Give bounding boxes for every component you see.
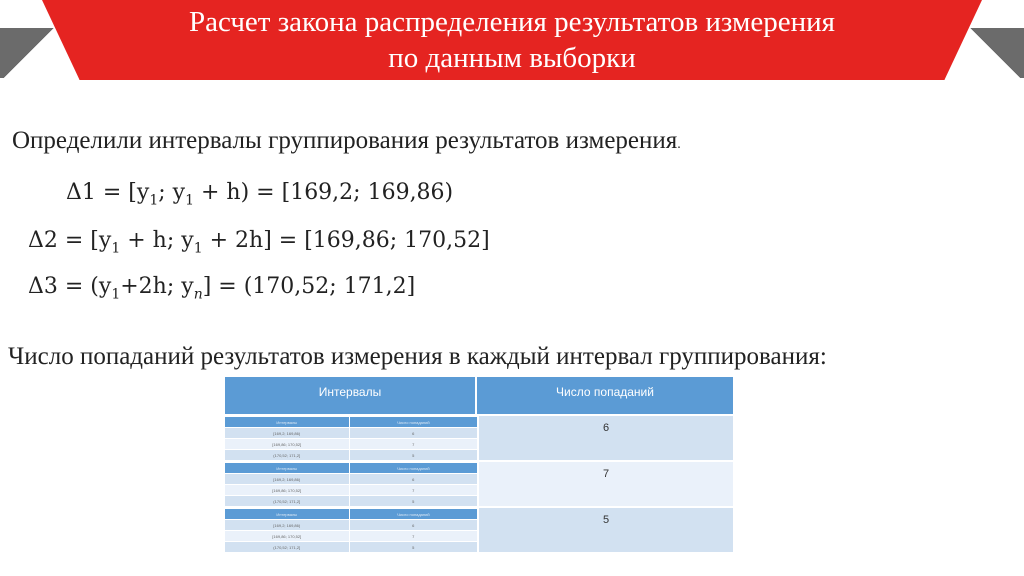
mini-cell: [169,2; 169,86) [225, 474, 350, 484]
mini-cell: [169,86; 170,52] [225, 439, 350, 449]
slide-title [90, 4, 934, 76]
hits-value: 6 [479, 416, 733, 460]
table-row [225, 414, 733, 460]
mini-cell: [169,2; 169,86) [225, 428, 350, 438]
mini-cell: (170,52; 171,2] [225, 450, 350, 460]
table-row [225, 506, 733, 552]
mini-row [225, 519, 477, 530]
nested-mini-table [225, 508, 479, 552]
mini-header-cell: Интервалы [225, 509, 350, 519]
mini-row [225, 438, 477, 449]
mini-header-cell: Число попаданий [396, 511, 430, 517]
mini-cell: 6 [412, 476, 415, 482]
eq3-sub1: 1 [111, 286, 121, 303]
table-header [225, 377, 733, 414]
mini-row [225, 495, 477, 506]
mini-cell: 7 [412, 533, 415, 539]
intro-text: Определили интервалы группирования результатов измерения [12, 127, 678, 154]
mini-row [225, 473, 477, 484]
intro-dot: . [677, 137, 681, 152]
mini-cell: 7 [412, 441, 415, 447]
intro-text-block [12, 127, 681, 155]
mini-cell: [169,86; 170,52] [225, 531, 350, 541]
eq2-pre: Δ2 = [y [28, 228, 112, 253]
mini-header-cell: Число попаданий [396, 465, 430, 471]
eq1-sub1: 1 [149, 192, 159, 209]
eq3-pre: Δ3 = (y [28, 274, 112, 299]
header-hits: Число попаданий [556, 384, 654, 399]
hits-text: Число попаданий результатов измерения в каждый интервал группирования: [8, 343, 827, 370]
mini-cell: 7 [412, 487, 415, 493]
eq3-sub2: n [193, 286, 203, 303]
mini-header [225, 508, 477, 519]
eq2-mid: + h; y [120, 228, 194, 253]
mini-row [225, 449, 477, 460]
nested-mini-table [225, 416, 479, 460]
equation-3 [28, 274, 415, 302]
mini-cell: 5 [412, 498, 415, 504]
mini-cell: 5 [412, 544, 415, 550]
eq3-mid: +2h; y [120, 274, 194, 299]
hits-value: 5 [479, 508, 733, 552]
eq1-mid: ; y [158, 180, 186, 205]
mini-cell: [169,2; 169,86) [225, 520, 350, 530]
mini-row [225, 541, 477, 552]
eq1-pre: Δ1 = [y [66, 180, 150, 205]
mini-cell: (170,52; 171,2] [225, 542, 350, 552]
eq1-sub2: 1 [185, 192, 195, 209]
equation-1 [66, 180, 453, 208]
mini-cell: 6 [412, 522, 415, 528]
mini-cell: [169,86; 170,52] [225, 485, 350, 495]
mini-row [225, 530, 477, 541]
eq2-post: + 2h] = [169,86; 170,52] [202, 228, 490, 253]
eq3-post: ] = (170,52; 171,2] [202, 274, 416, 299]
left-corner-decoration [0, 28, 58, 78]
mini-cell: 6 [412, 430, 415, 436]
mini-header [225, 462, 477, 473]
header-intervals: Интервалы [225, 377, 477, 414]
mini-cell: (170,52; 171,2] [225, 496, 350, 506]
mini-header-cell: Интервалы [225, 463, 350, 473]
hits-value: 7 [479, 462, 733, 506]
title-line-1: Расчет закона распределения результатов измерения [189, 6, 835, 38]
eq1-post: + h) = [169,2; 169,86) [194, 180, 454, 205]
nested-mini-table [225, 462, 479, 506]
title-line-2: по данным выборки [388, 42, 636, 74]
eq2-sub2: 1 [193, 240, 203, 257]
table-row [225, 460, 733, 506]
mini-header-cell: Число попаданий [396, 419, 430, 425]
eq2-sub1: 1 [111, 240, 121, 257]
mini-header-cell: Интервалы [225, 417, 350, 427]
mini-cell: 5 [412, 452, 415, 458]
mini-header [225, 416, 477, 427]
mini-row [225, 484, 477, 495]
equation-2 [28, 228, 490, 256]
grouping-table [225, 377, 733, 550]
mini-row [225, 427, 477, 438]
right-corner-decoration [966, 28, 1024, 78]
